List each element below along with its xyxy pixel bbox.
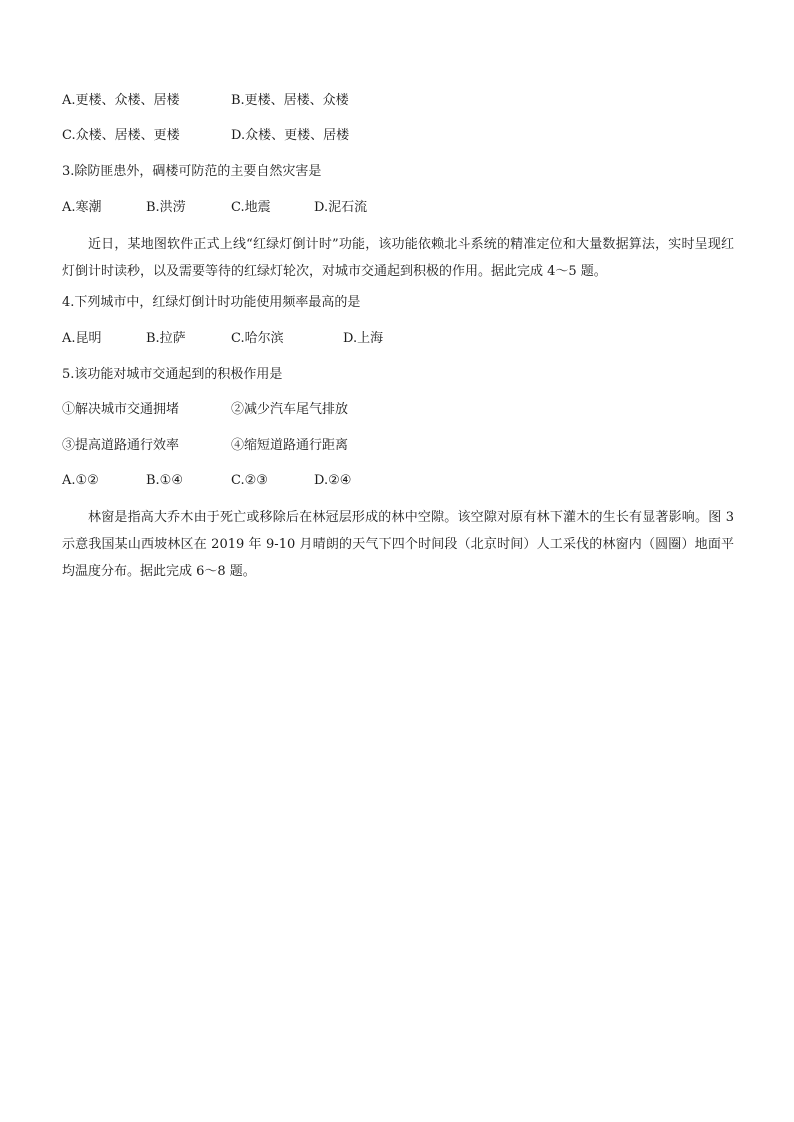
q2-option-b: B.更楼、居楼、众楼 bbox=[231, 93, 349, 108]
q2-option-d: D.众楼、更楼、居楼 bbox=[231, 128, 350, 143]
q5-option-c: C.②③ bbox=[231, 473, 268, 488]
q3-option-c: C.地震 bbox=[231, 200, 271, 215]
q5-option-d: D.②④ bbox=[314, 473, 352, 488]
q4-option-b: B.拉萨 bbox=[146, 331, 186, 346]
q3-stem: 3.除防匪患外，碉楼可防范的主要自然灾害是 bbox=[62, 164, 322, 179]
q4-option-c: C.哈尔滨 bbox=[231, 331, 284, 346]
q2-option-a: A.更楼、众楼、居楼 bbox=[62, 93, 180, 108]
q2-option-c: C.众楼、居楼、更楼 bbox=[62, 128, 180, 143]
q5-statement-1: ①解决城市交通拥堵 bbox=[62, 402, 180, 417]
passage-questions-4-5: 近日，某地图软件正式上线“红绿灯倒计时”功能，该功能依赖北斗系统的精准定位和大量数据算法，实时呈现红灯倒计时读秒，以及需要等待的红绿灯轮次，对城市交通起到积极的作用。据此完成 4～5 题。 bbox=[62, 237, 734, 279]
q4-stem: 4.下列城市中，红绿灯倒计时功能使用频率最高的是 bbox=[62, 295, 361, 310]
q3-option-d: D.泥石流 bbox=[314, 200, 368, 215]
q5-statement-4: ④缩短道路通行距离 bbox=[231, 438, 349, 453]
q5-stem: 5.该功能对城市交通起到的积极作用是 bbox=[62, 367, 283, 382]
q4-option-a: A.昆明 bbox=[62, 331, 102, 346]
q5-statement-3: ③提高道路通行效率 bbox=[62, 438, 180, 453]
q3-option-a: A.寒潮 bbox=[62, 200, 102, 215]
q5-statement-2: ②减少汽车尾气排放 bbox=[231, 402, 349, 417]
q4-option-d: D.上海 bbox=[343, 331, 384, 346]
q5-option-a: A.①② bbox=[62, 473, 99, 488]
q5-option-b: B.①④ bbox=[146, 473, 183, 488]
passage-questions-6-8: 林窗是指高大乔木由于死亡或移除后在林冠层形成的林中空隙。该空隙对原有林下灌木的生长有显著影响。图 3 示意我国某山西坡林区在 2019 年 9-10 月晴朗的天气下四个时间段（北京时间）人工采伐的林窗内（圆圈）地面平均温度分布。据此完成 6～8 题。 bbox=[62, 510, 734, 579]
q3-option-b: B.洪涝 bbox=[146, 200, 186, 215]
